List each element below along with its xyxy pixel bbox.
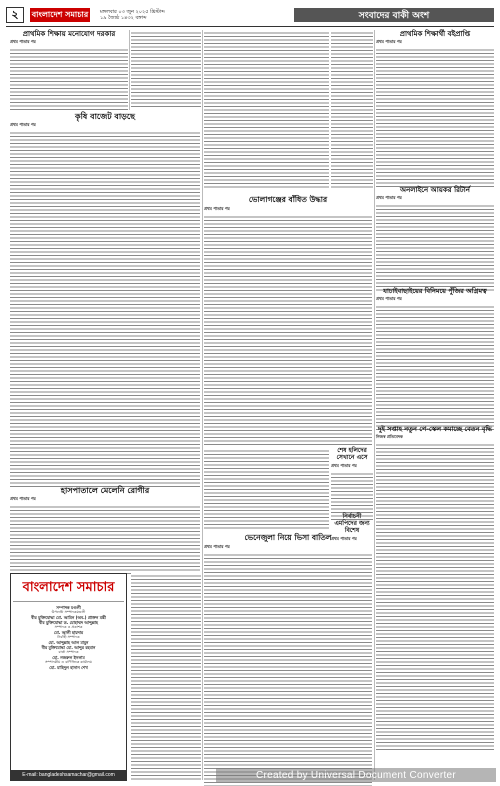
byline: প্রথম পাতার পর bbox=[10, 39, 36, 45]
imprint-line: উপদেষ্টা সম্পাদকমণ্ডলী bbox=[51, 610, 86, 614]
imprint-line: সম্পাদক মণ্ডলী bbox=[56, 605, 81, 610]
article-end-hope bbox=[331, 448, 373, 521]
article-body bbox=[376, 203, 494, 291]
article-bokhata bbox=[376, 30, 494, 187]
date-line-1: মঙ্গলবার ০৩ জুন ২০২৫ খ্রিস্টাব্দ bbox=[100, 9, 165, 15]
date-line-2: ১৯ জ্যৈষ্ঠ ১৪৩২ বঙ্গাব্দ bbox=[100, 15, 147, 21]
article-body bbox=[131, 573, 201, 781]
imprint-line: নির্বাহী সম্পাদক bbox=[57, 635, 80, 639]
byline: প্রথম পাতার পর bbox=[10, 122, 36, 128]
article-primary-education bbox=[10, 30, 128, 111]
imprint-line: সম্পাদক ও প্রকাশক bbox=[54, 625, 83, 629]
imprint-lines bbox=[13, 602, 124, 670]
headline: শেষ হলিদের সেখানে এসে bbox=[336, 447, 368, 461]
headline: প্রাথমিক শিক্ষায় মনোযোগ দরকার bbox=[22, 29, 116, 38]
article-column-4 bbox=[331, 30, 373, 190]
headline: কৃষি বাজেট বাড়ছে bbox=[75, 111, 135, 121]
article-body bbox=[376, 47, 494, 187]
article-body bbox=[376, 304, 494, 430]
article-body bbox=[10, 47, 128, 111]
date-block bbox=[100, 9, 165, 21]
imprint-line: মো. নজরুল ইসলাম bbox=[52, 655, 85, 660]
byline: প্রথম পাতার পর bbox=[331, 535, 357, 541]
byline: প্রথম পাতার পর bbox=[204, 543, 230, 549]
article-column-3-top bbox=[204, 30, 329, 190]
page-number: ২ bbox=[6, 7, 24, 23]
imprint-email: E-mail: bangladeshsamachar@gmail.com bbox=[11, 770, 126, 780]
article-body bbox=[331, 30, 373, 190]
byline: প্রথম পাতার পর bbox=[331, 462, 357, 468]
headline: ভোলাগঞ্জের বাঁধিত উদ্ধার bbox=[248, 195, 328, 204]
column-divider bbox=[202, 30, 203, 780]
headline: হাসপাতালে মেলেনি রোগীর bbox=[60, 485, 150, 495]
imprint-line: মো. আব্দুল্লাহ আল মামুন bbox=[48, 640, 89, 645]
imprint-logo: বাংলাদেশ সমাচার bbox=[13, 576, 124, 602]
headline: দুই সপ্তাহ নতুন পে-স্কেল কমাচ্ছে বেতন বৃদ্ধি bbox=[378, 425, 492, 433]
article-body bbox=[10, 130, 200, 488]
article-visa bbox=[204, 534, 372, 786]
imprint-line: বীর মুক্তিযোদ্ধা ড. মোহাম্মদ আব্দুল্লাহ bbox=[39, 620, 98, 625]
article-election bbox=[331, 514, 373, 544]
article-column-3-mid bbox=[204, 448, 329, 530]
article-body bbox=[10, 504, 200, 574]
headline: প্রাথমিক শিক্ষার্থী বইপ্রাপ্তি bbox=[399, 29, 471, 38]
article-column-2-lower bbox=[131, 573, 201, 781]
article-body bbox=[204, 30, 329, 190]
article-farmer bbox=[10, 112, 200, 488]
imprint-line: সম্পাদকীয় ও বাণিজ্যিক কার্যালয় bbox=[45, 660, 92, 664]
byline: প্রথম পাতার পর bbox=[376, 296, 402, 302]
imprint-box bbox=[10, 573, 127, 781]
masthead-rule bbox=[6, 26, 494, 27]
byline: প্রথম পাতার পর bbox=[376, 39, 402, 45]
headline: যাচাইবাছাইয়ের বিনিময়ে পুঁজির অগ্রিমত্ব bbox=[383, 287, 487, 295]
article-body bbox=[376, 442, 494, 752]
article-body bbox=[204, 214, 372, 446]
watermark: Created by Universal Document Converter bbox=[216, 768, 496, 782]
article-police bbox=[204, 196, 372, 446]
headline: ভেনেজুলা নিয়ে ভিসা বাতিল bbox=[244, 533, 332, 542]
article-body bbox=[131, 30, 201, 108]
section-title: সংবাদের বাকী অংশ bbox=[294, 8, 494, 22]
headline: নির্বাচনী এমপিদের জন্য বিশেষ bbox=[334, 513, 370, 534]
imprint-line: বার্তা সম্পাদক bbox=[58, 650, 79, 654]
headline: অনলাইনে আয়কর রিটার্ন bbox=[400, 185, 470, 194]
byline: প্রথম পাতার পর bbox=[376, 195, 402, 201]
article-investment bbox=[376, 288, 494, 430]
byline: নিজস্ব প্রতিবেদক bbox=[376, 434, 403, 440]
article-body bbox=[204, 448, 329, 530]
masthead bbox=[6, 6, 494, 24]
column-divider bbox=[374, 30, 375, 780]
article-body bbox=[204, 552, 372, 786]
imprint-line: মো. মাহিদুল হাসান শেখ bbox=[49, 665, 88, 670]
imprint-line: মো. আলী হায়দার bbox=[53, 630, 84, 635]
byline: প্রথম পাতার পর bbox=[10, 496, 36, 502]
imprint-line: বীর মুক্তিযোদ্ধা মো. আব্দুর রহমান bbox=[41, 645, 96, 650]
column-divider bbox=[129, 30, 130, 110]
byline: প্রথম পাতার পর bbox=[204, 205, 230, 211]
imprint-line: বীর মুক্তিযোদ্ধা মো. আমিন (অব.) প্রাক্তন মন্ত্রী bbox=[31, 615, 106, 620]
article-column-2 bbox=[131, 30, 201, 108]
masthead-logo: বাংলাদেশ সমাচার bbox=[30, 8, 90, 22]
article-hospital bbox=[10, 486, 200, 574]
article-two-weeks bbox=[376, 426, 494, 752]
article-online bbox=[376, 186, 494, 291]
